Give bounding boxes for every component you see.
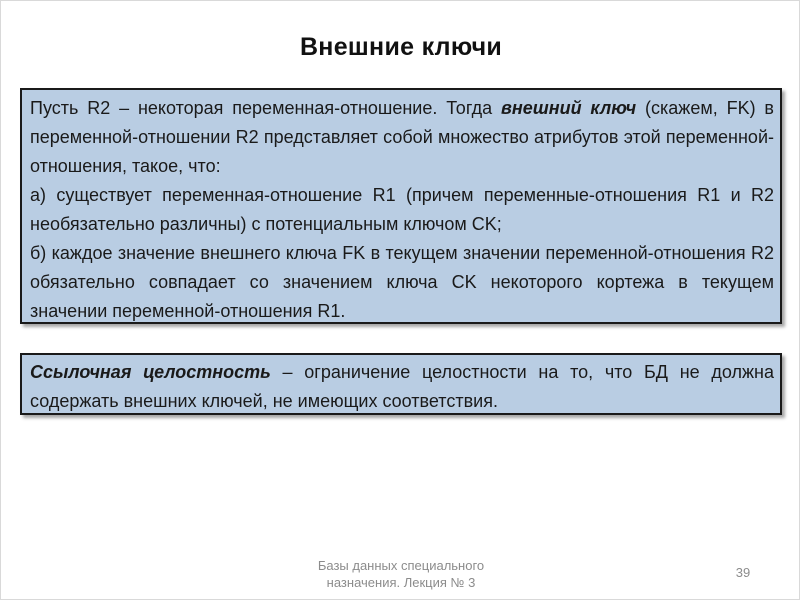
integrity-text: – ограничение целостности на то, что БД не должна содержать внешних ключей, не имеющих соответствия. [30,362,774,411]
footer-line-1: Базы данных специального [317,558,485,573]
definition-item-b: б) каждое значение внешнего ключа FK в текущем значении переменной-отношения R2 обязательно совпадает со значением ключа CK некоторого кортежа в текущем значении переменной-отношения R1. [30,243,774,321]
definition-intro [30,94,774,181]
integrity-paragraph [30,358,774,416]
foreign-key-term: внешний ключ [500,98,637,118]
footer-caption [251,557,551,591]
footer-line-2: назначения. Лекция № 3 [326,575,476,590]
integrity-box [20,353,782,415]
definition-intro-before: Пусть R2 – некоторая переменная-отношение. Тогда [30,98,501,118]
definition-item-a: а) существует переменная-отношение R1 (причем переменные-отношения R1 и R2 необязательно различны) с потенциальным ключом CK; [30,185,774,234]
page-number: 39 [735,565,751,580]
referential-integrity-term: Ссылочная целостность [30,362,271,382]
slide-title: Внешние ключи [299,33,503,61]
definition-box [20,88,782,324]
definition-intro-after: (скажем, FK) в переменной-отношении R2 представляет собой множество атрибутов этой переменной-отношения, такое, что: [30,98,774,176]
